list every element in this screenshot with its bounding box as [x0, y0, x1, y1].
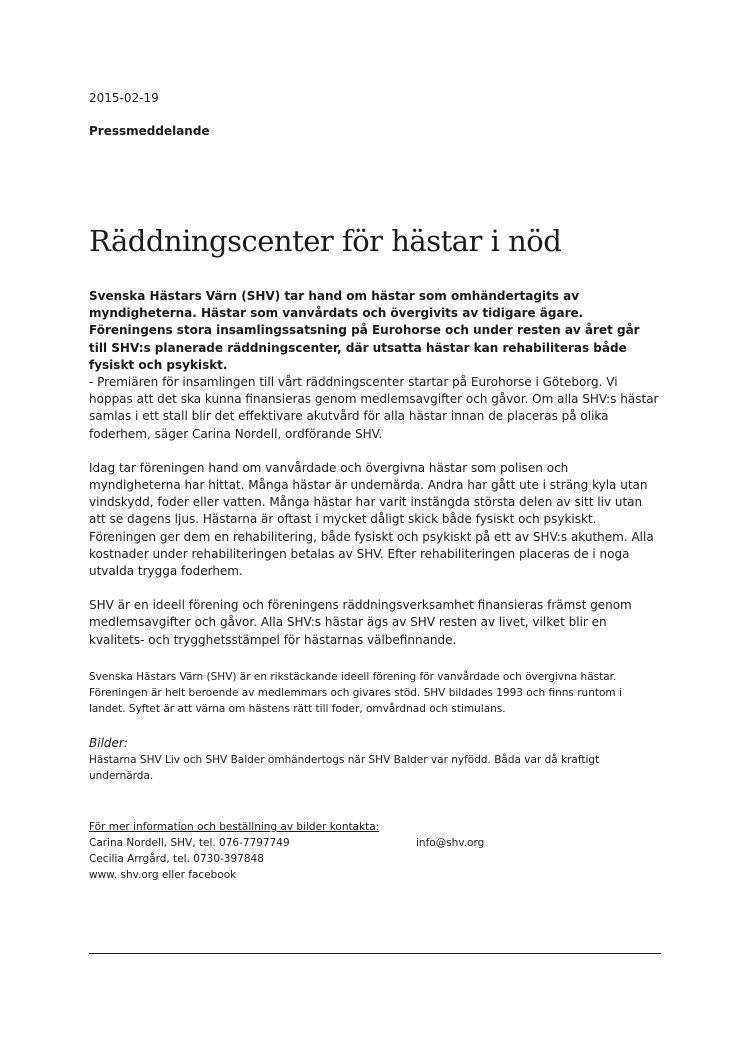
body-paragraph-3: SHV är en ideell förening och föreningens räddningsverksamhet finansieras främst genom medlemsavgifter och gåvor. Alla SHV:s hästar ägs av SHV resten av livet, vilket blir en kvalitets- och trygghetsstämpel för hästarnas välbefinnande. — [89, 598, 632, 647]
document-type-label: Pressmeddelande — [89, 124, 210, 138]
release-date: 2015-02-19 — [89, 91, 159, 105]
contact-section — [89, 819, 661, 883]
contact-heading: För mer information och beställning av bilder kontakta: — [89, 821, 380, 833]
body-paragraph-1: - Premiären för insamlingen till vårt räddningscenter startar på Eurohorse i Göteborg. Vi hoppas att det ska kunna finansieras genom medlemsavgifter och gåvor. Om alla SHV:s hästar samlas i ett stall blir det effektivare akutvård för alla hästar innan de placeras på olika foderhem, säger Carina Nordell, ordförande SHV. — [89, 375, 659, 441]
images-caption: Hästarna SHV Liv och SHV Balder omhändertogs när SHV Balder var nyfödd. Båda var då kraftigt undernärda. — [89, 754, 600, 782]
contact-email[interactable]: info@shv.org — [416, 837, 485, 849]
contact-web: www. shv.org eller facebook — [89, 869, 237, 881]
contact-row-1 — [89, 835, 661, 851]
body-paragraph-2: Idag tar föreningen hand om vanvårdade och övergivna hästar som polisen och myndigheterna har hittat. Många hästar är undernärda. Andra har gått ute i sträng kyla utan vindskydd, foder eller vatten. Många hästar har varit instängda största delen av sitt liv utan att se dagens ljus. Hästarna är oftast i mycket dåligt skick både fysiskt och psykiskt. Föreningen ger dem en rehabilitering, både fysiskt och psykiskt på ett av SHV:s akuthem. Alla kostnader under rehabiliteringen betalas av SHV. Efter rehabiliteringen placeras de i noga utvalda trygga foderhem. — [89, 460, 654, 579]
footer-divider — [89, 953, 661, 954]
images-heading: Bilder: — [89, 736, 128, 750]
contact-person-2: Cecilia Arrgård, tel. 0730-397848 — [89, 853, 264, 865]
about-organization: Svenska Hästars Värn (SHV) är en rikstäckande ideell förening för vanvårdade och övergivna hästar. Föreningen är helt beroende av medlemmars och givares stöd. SHV bildades 1993 och finns runtom i landet. Syftet är att värna om hästens rätt till foder, omvårdnad och stimulans. — [89, 671, 622, 715]
article-body — [89, 288, 661, 666]
contact-person-1: Carina Nordell, SHV, tel. 076-7797749 — [89, 837, 290, 849]
page-title: Räddningscenter för hästar i nöd — [89, 224, 562, 258]
lead-paragraph: Svenska Hästars Värn (SHV) tar hand om hästar som omhändertagits av myndigheterna. Hästar som vanvårdats och övergivits av tidigare ägare. Föreningens stora insamlingssatsning på Eurohorse och under resten av året går till SHV:s planerade räddningscenter, där utsatta hästar kan rehabiliteras både fysiskt och psykiskt. — [89, 289, 640, 372]
